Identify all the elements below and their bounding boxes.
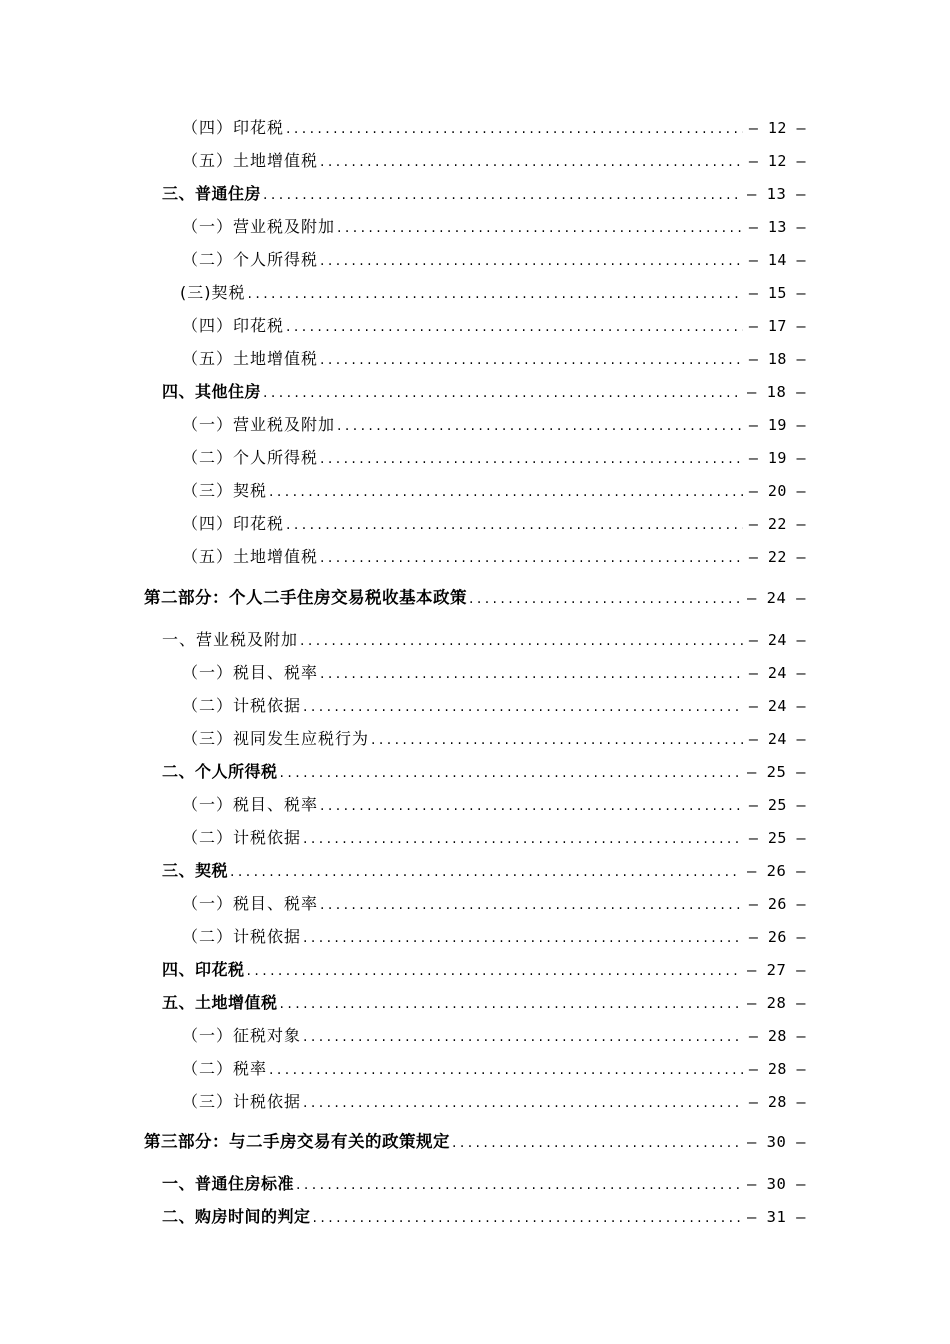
toc-dot-leader	[248, 284, 743, 304]
toc-page-number: – 28 –	[748, 1060, 806, 1078]
toc-dot-leader	[452, 1133, 741, 1153]
toc-entry[interactable]	[182, 349, 806, 370]
toc-entry-title: 第三部分：与二手房交易有关的政策规定	[144, 1132, 450, 1151]
toc-page-number: – 24 –	[748, 697, 806, 715]
toc-entry[interactable]	[144, 588, 806, 609]
toc-dot-leader	[269, 1060, 743, 1080]
toc-entry-title: （二）计税依据	[182, 696, 302, 715]
toc-entry-title: （一）征税对象	[182, 1026, 302, 1045]
toc-entry[interactable]	[162, 630, 806, 651]
toc-page-number: – 26 –	[748, 928, 806, 946]
toc-dot-leader	[469, 589, 741, 609]
toc-page-number: – 20 –	[748, 482, 806, 500]
toc-entry-title: 二、个人所得税	[162, 762, 278, 781]
toc-entry-title: （三）计税依据	[182, 1092, 302, 1111]
toc-page-number: – 28 –	[748, 1027, 806, 1045]
toc-dot-leader	[337, 416, 743, 436]
toc-entry[interactable]	[162, 382, 806, 403]
toc-entry-title: （五）土地增值税	[182, 151, 319, 170]
toc-dot-leader	[286, 515, 743, 535]
toc-page-number: – 30 –	[747, 1175, 806, 1193]
toc-page-number: – 30 –	[747, 1133, 806, 1151]
toc-page-number: – 31 –	[747, 1208, 806, 1226]
toc-entry-title: （二）个人所得税	[182, 448, 319, 467]
toc-dot-leader	[303, 1027, 743, 1047]
toc-dot-leader	[280, 763, 741, 783]
toc-entry[interactable]	[162, 960, 806, 981]
toc-dot-leader	[320, 350, 743, 370]
toc-dot-leader	[371, 730, 743, 750]
toc-dot-leader	[320, 251, 743, 271]
toc-entry-title: 四、其他住房	[162, 382, 262, 401]
toc-entry[interactable]	[182, 795, 806, 816]
toc-page-number: – 18 –	[748, 350, 806, 368]
toc-entry[interactable]	[182, 316, 806, 337]
toc-page-number: – 22 –	[748, 515, 806, 533]
toc-entry[interactable]	[162, 861, 806, 882]
toc-entry-title: 五、土地增值税	[162, 993, 278, 1012]
toc-page-number: – 19 –	[748, 416, 806, 434]
toc-page-number: – 24 –	[748, 730, 806, 748]
toc-entry[interactable]	[182, 151, 806, 172]
toc-dot-leader	[303, 829, 743, 849]
toc-dot-leader	[320, 895, 743, 915]
toc-entry-title: （二）计税依据	[182, 927, 302, 946]
toc-entry[interactable]	[182, 1092, 806, 1113]
toc-entry[interactable]	[182, 1059, 806, 1080]
toc-page-number: – 24 –	[747, 589, 806, 607]
toc-entry[interactable]	[162, 993, 806, 1014]
toc-dot-leader	[269, 482, 743, 502]
toc-entry-title: 一、普通住房标准	[162, 1174, 295, 1193]
toc-dot-leader	[337, 218, 743, 238]
toc-page-number: – 25 –	[747, 763, 806, 781]
toc-entry[interactable]	[182, 729, 806, 750]
toc-page-number: – 25 –	[748, 796, 806, 814]
toc-page-number: – 15 –	[748, 284, 806, 302]
toc-page-number: – 13 –	[748, 218, 806, 236]
toc-entry-title: 一、营业税及附加	[162, 630, 299, 649]
toc-entry-title: （五）土地增值税	[182, 547, 319, 566]
toc-entry-title: （一）营业税及附加	[182, 217, 336, 236]
toc-page-number: – 28 –	[747, 994, 806, 1012]
toc-dot-leader	[296, 1175, 741, 1195]
toc-dot-leader	[300, 631, 743, 651]
toc-entry-title: 四、印花税	[162, 960, 245, 979]
toc-entry-title: （四）印花税	[182, 118, 285, 137]
toc-dot-leader	[263, 383, 741, 403]
toc-page-number: – 14 –	[748, 251, 806, 269]
toc-page-number: – 27 –	[747, 961, 806, 979]
toc-entry[interactable]	[144, 1132, 806, 1153]
toc-page-number: – 25 –	[748, 829, 806, 847]
toc-entry[interactable]	[182, 927, 806, 948]
toc-entry-title: 三、契税	[162, 861, 229, 880]
toc-entry-title: 二、购房时间的判定	[162, 1207, 311, 1226]
toc-page-number: – 26 –	[748, 895, 806, 913]
toc-dot-leader	[286, 119, 743, 139]
toc-entry[interactable]	[182, 448, 806, 469]
toc-dot-leader	[303, 1093, 743, 1113]
toc-entry[interactable]	[182, 1026, 806, 1047]
toc-entry[interactable]	[182, 514, 806, 535]
toc-entry-title: （二）个人所得税	[182, 250, 319, 269]
toc-entry-title: （一）税目、税率	[182, 795, 319, 814]
toc-dot-leader	[320, 449, 743, 469]
toc-entry[interactable]	[182, 217, 806, 238]
toc-entry[interactable]	[180, 283, 806, 304]
toc-dot-leader	[320, 152, 743, 172]
toc-page-number: – 12 –	[748, 119, 806, 137]
toc-dot-leader	[313, 1208, 741, 1228]
toc-dot-leader	[320, 796, 743, 816]
toc-dot-leader	[280, 994, 741, 1014]
toc-entry-title: （四）印花税	[182, 514, 285, 533]
toc-entry[interactable]	[182, 250, 806, 271]
toc-entry[interactable]	[182, 481, 806, 502]
toc-entry-title: （三）契税	[182, 481, 268, 500]
toc-entry[interactable]	[182, 118, 806, 139]
toc-page-number: – 26 –	[747, 862, 806, 880]
toc-entry-title: （二）计税依据	[182, 828, 302, 847]
toc-page-number: – 24 –	[748, 664, 806, 682]
toc-dot-leader	[320, 664, 743, 684]
toc-entry[interactable]	[162, 184, 806, 205]
toc-entry-title: （一）营业税及附加	[182, 415, 336, 434]
toc-entry-title: 第二部分：个人二手住房交易税收基本政策	[144, 588, 467, 607]
toc-entry-title: （三）视同发生应税行为	[182, 729, 370, 748]
toc-page-number: – 22 –	[748, 548, 806, 566]
toc-page-number: – 17 –	[748, 317, 806, 335]
toc-page-number: – 28 –	[748, 1093, 806, 1111]
toc-entry[interactable]	[182, 547, 806, 568]
toc-entry-title: （一）税目、税率	[182, 663, 319, 682]
toc-dot-leader	[303, 928, 743, 948]
toc-page-number: – 19 –	[748, 449, 806, 467]
toc-dot-leader	[320, 548, 743, 568]
toc-entry-title: （一）税目、税率	[182, 894, 319, 913]
toc-page-number: – 12 –	[748, 152, 806, 170]
toc-dot-leader	[230, 862, 741, 882]
toc-page-number: – 18 –	[747, 383, 806, 401]
toc-entry[interactable]	[162, 762, 806, 783]
toc-entry-title: （二）税率	[182, 1059, 268, 1078]
toc-entry[interactable]	[182, 696, 806, 717]
toc-entry[interactable]	[162, 1207, 806, 1228]
toc-dot-leader	[247, 961, 741, 981]
toc-entry[interactable]	[182, 415, 806, 436]
toc-dot-leader	[286, 317, 743, 337]
toc-entry[interactable]	[182, 663, 806, 684]
toc-page-number: – 24 –	[748, 631, 806, 649]
toc-entry-title: （五）土地增值税	[182, 349, 319, 368]
toc-entry-title: （四）印花税	[182, 316, 285, 335]
toc-entry[interactable]	[182, 894, 806, 915]
toc-dot-leader	[303, 697, 743, 717]
toc-page-number: – 13 –	[747, 185, 806, 203]
toc-entry[interactable]	[162, 1174, 806, 1195]
toc-entry[interactable]	[182, 828, 806, 849]
toc-entry-title: (三)契税	[180, 283, 246, 302]
toc-dot-leader	[263, 185, 741, 205]
toc-entry-title: 三、普通住房	[162, 184, 262, 203]
